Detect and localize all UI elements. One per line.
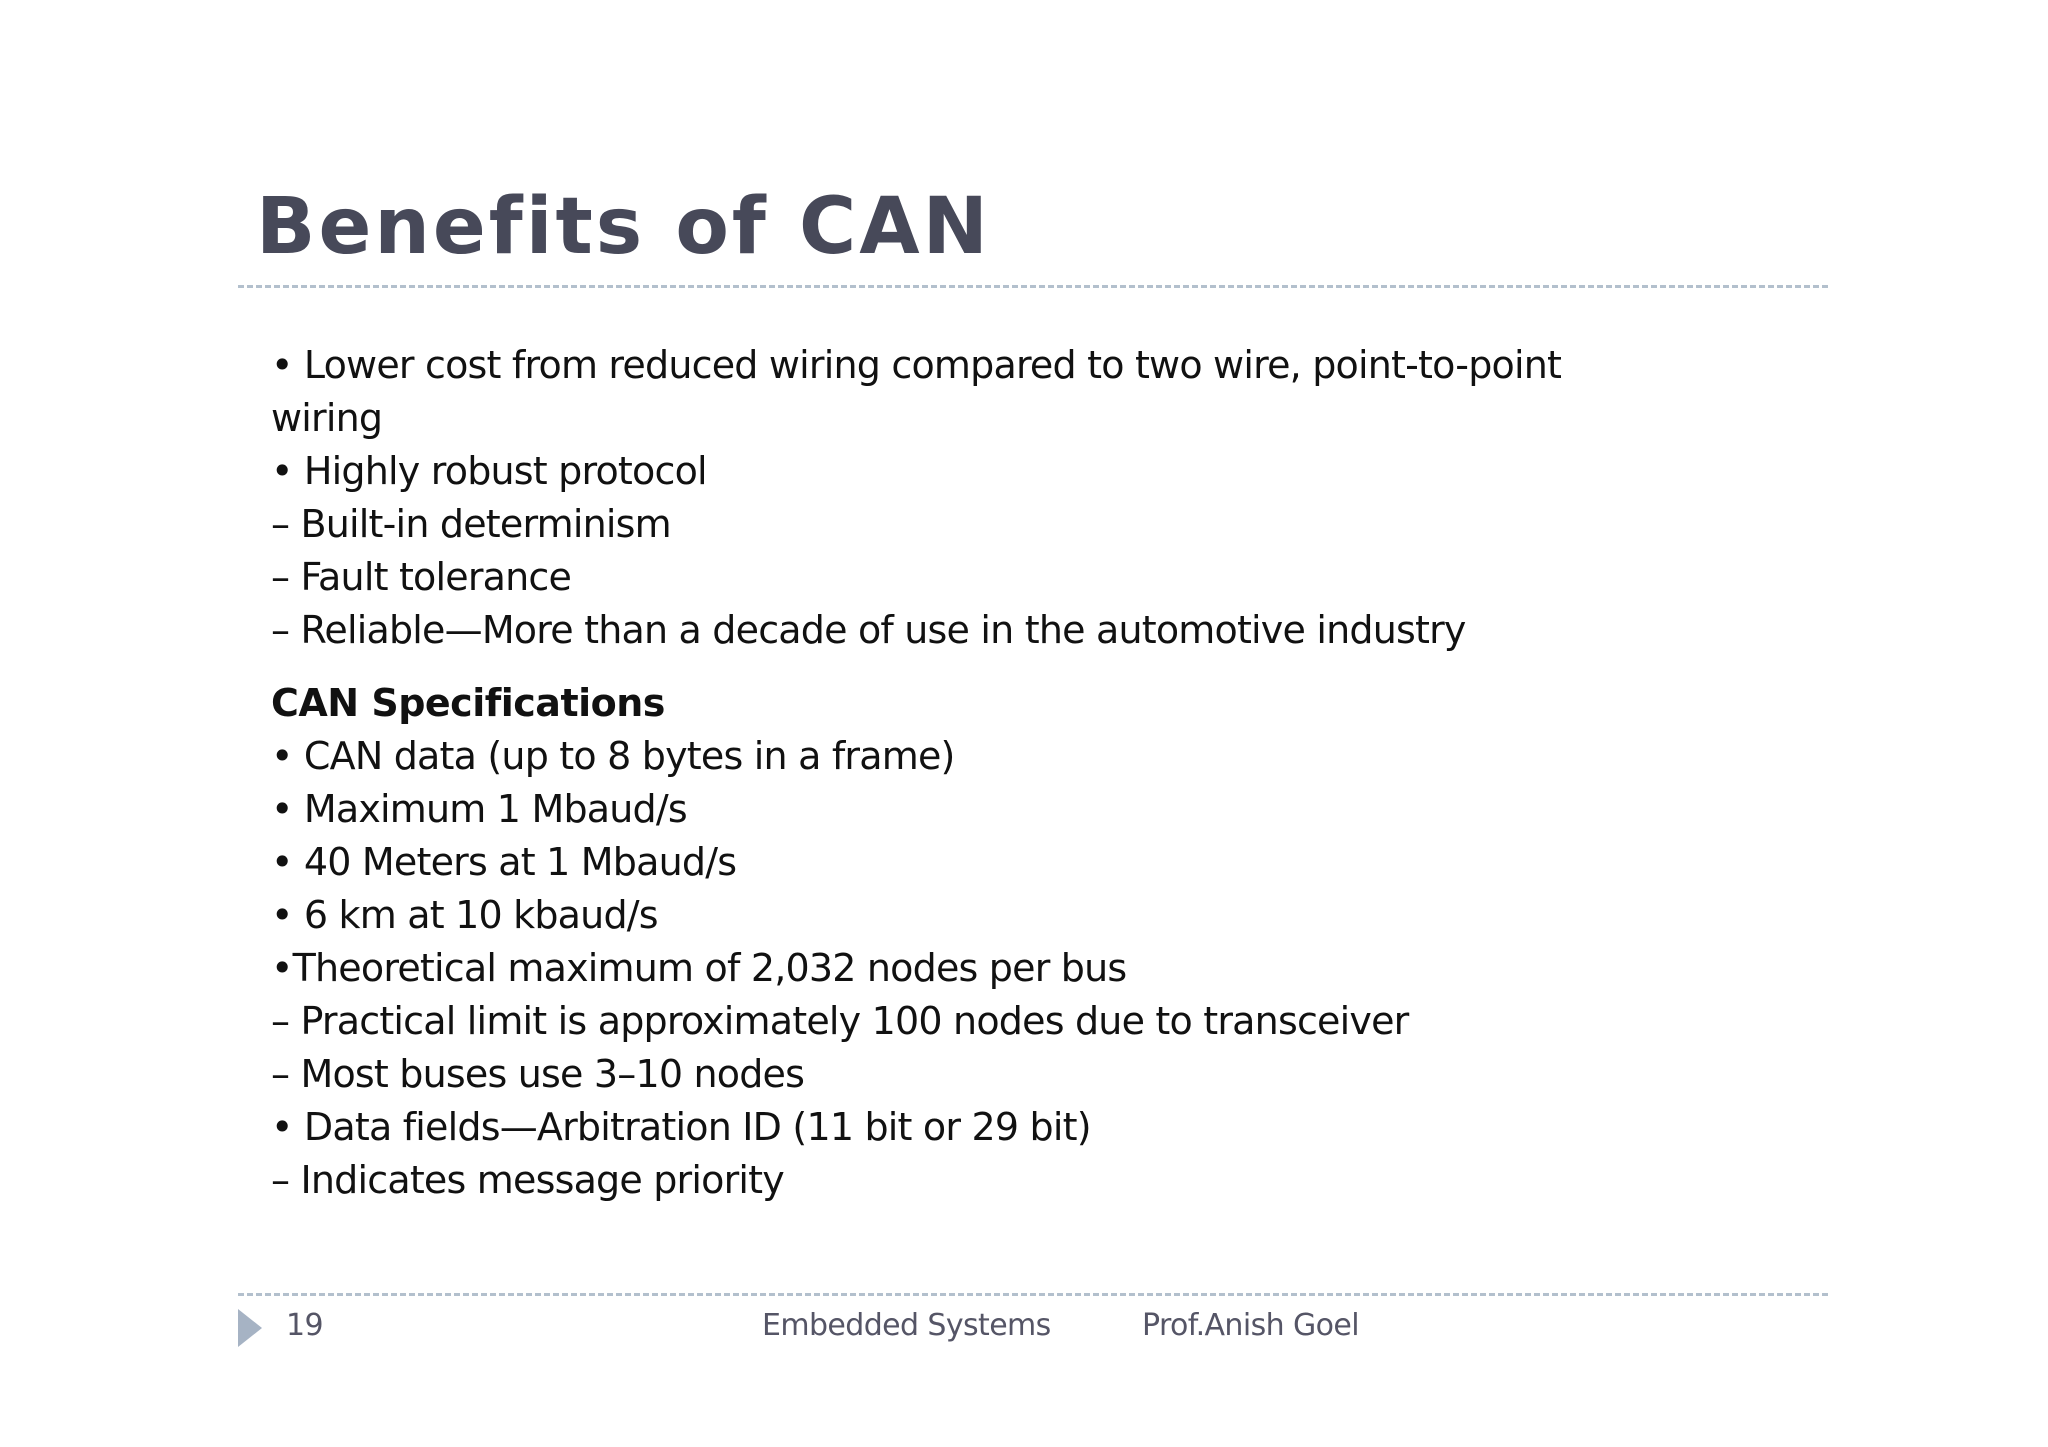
- footer-course: Embedded Systems: [762, 1308, 1051, 1343]
- spec-line: • 6 km at 10 kbaud/s: [271, 893, 658, 937]
- spec-line: • 40 Meters at 1 Mbaud/s: [271, 840, 737, 884]
- triangle-right-icon: [238, 1309, 262, 1347]
- spec-line: • Maximum 1 Mbaud/s: [271, 787, 687, 831]
- slide-title: Benefits of CAN: [256, 182, 991, 272]
- footer-divider: [238, 1293, 1828, 1296]
- sub-bullet-line: – Fault tolerance: [271, 555, 572, 599]
- section-heading: CAN Specifications: [271, 681, 665, 725]
- sub-bullet-line: – Built-in determinism: [271, 502, 671, 546]
- bullet-line: • Lower cost from reduced wiring compared to two wire, point-to-point: [271, 343, 1562, 387]
- bullet-line: • Highly robust protocol: [271, 449, 707, 493]
- sub-bullet-line: – Reliable—More than a decade of use in the automotive industry: [271, 608, 1466, 652]
- spec-line: •Theoretical maximum of 2,032 nodes per bus: [271, 946, 1127, 990]
- slide-body: [271, 339, 1771, 1207]
- spec-sub-line: – Most buses use 3–10 nodes: [271, 1052, 805, 1096]
- bullet-line: wiring: [271, 396, 383, 440]
- spec-sub-line: – Indicates message priority: [271, 1158, 784, 1202]
- page-number: 19: [286, 1308, 323, 1343]
- spec-sub-line: – Practical limit is approximately 100 nodes due to transceiver: [271, 999, 1409, 1043]
- spec-line: • Data fields—Arbitration ID (11 bit or 29 bit): [271, 1105, 1091, 1149]
- spec-line: • CAN data (up to 8 bytes in a frame): [271, 734, 955, 778]
- title-divider: [238, 285, 1828, 288]
- footer-author: Prof.Anish Goel: [1142, 1308, 1359, 1343]
